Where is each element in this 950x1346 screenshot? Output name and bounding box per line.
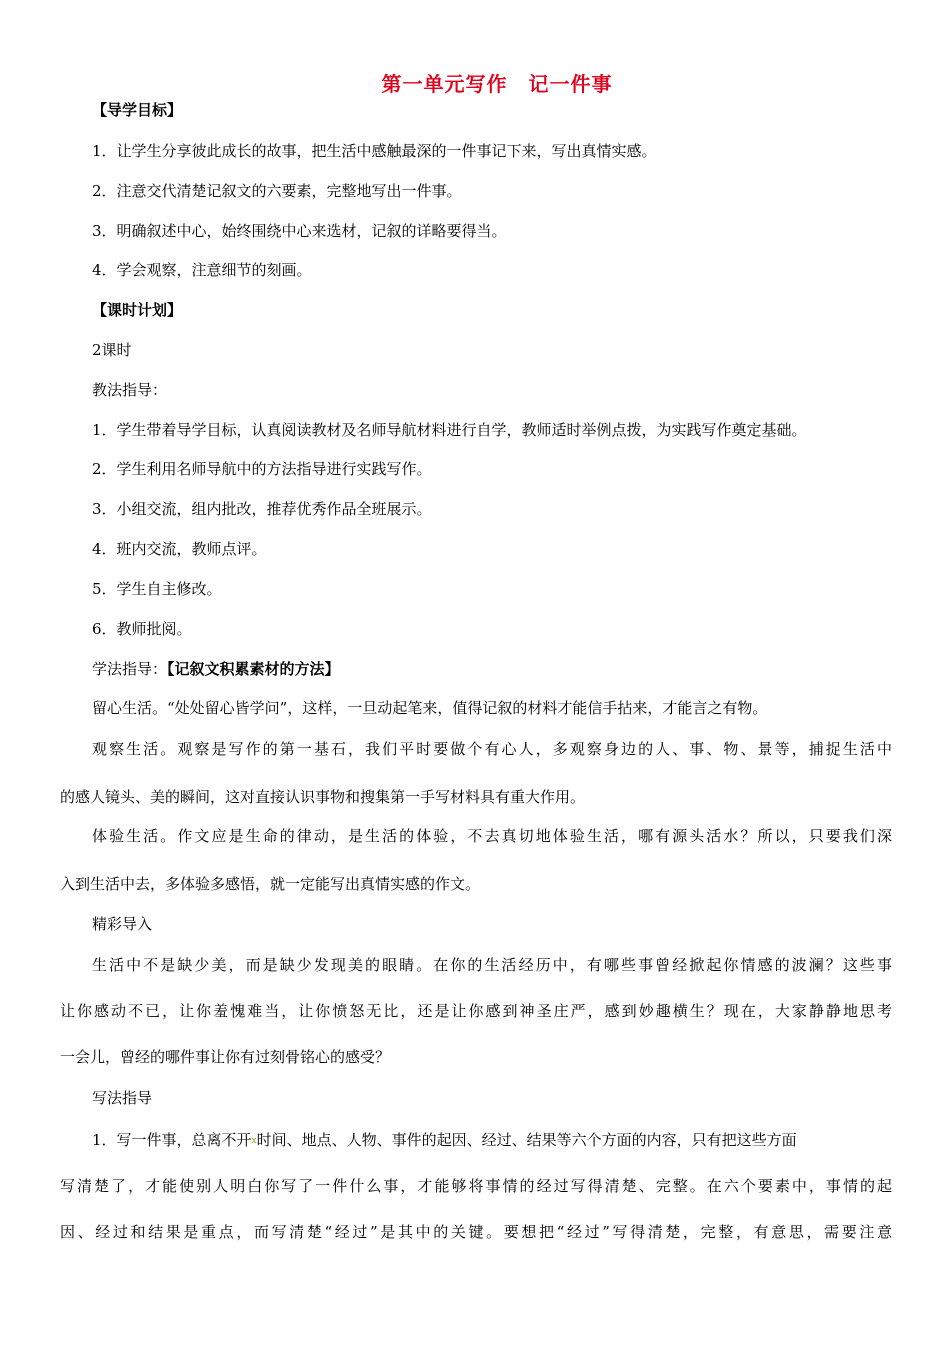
writing-line-2: 写清楚了，才能使别人明白你写了一件什么事，才能够将事情的经过写得清楚、完整。在六个要素中，事情的起 xyxy=(60,1177,892,1195)
goal-item-4: 4．学会观察，注意细节的刻画。 xyxy=(92,261,312,279)
goal-item-2: 2．注意交代清楚记叙文的六要素，完整地写出一件事。 xyxy=(92,182,462,200)
goal-item-3: 3．明确叙述中心，始终围绕中心来选材，记叙的详略要得当。 xyxy=(92,222,507,240)
study-paragraph-2-line-1: 观察生活。观察是写作的第一基石，我们平时要做个有心人，多观察身边的人、事、物、景等，捕捉生活中 xyxy=(92,740,892,758)
method-item-3: 3．小组交流，组内批改，推荐优秀作品全班展示。 xyxy=(92,500,432,518)
study-heading-prefix: 学法指导： xyxy=(92,660,168,678)
study-paragraph-2-line-2: 的感人镜头、美的瞬间，这对直接认识事物和搜集第一手写材料具有重大作用。 xyxy=(60,788,586,806)
intro-line-3: 一会儿，曾经的哪件事让你有过刻骨铭心的感受？ xyxy=(60,1048,391,1066)
method-item-5: 5．学生自主修改。 xyxy=(92,580,222,598)
study-paragraph-3-line-2: 入到生活中去，多体验多感悟，就一定能写出真情实感的作文。 xyxy=(60,875,481,893)
plan-hours: 2课时 xyxy=(92,341,132,359)
intro-line-2: 让你感动不已，让你羞愧难当，让你愤怒无比，还是让你感到神圣庄严，感到妙趣横生？现在，大家静静地思考 xyxy=(60,1002,892,1020)
intro-line-1: 生活中不是缺少美，而是缺少发现美的眼睛。在你的生活经历中，有哪些事曾经掀起你情感的波澜？这些事 xyxy=(92,956,892,974)
plan-heading: 【课时计划】 xyxy=(92,301,183,319)
stray-mark: x xyxy=(251,1136,257,1146)
writing-line-1-part-b: 时间、地点、人物、事件的起因、经过、结果等六个方面的内容，只有把这些方面 xyxy=(256,1131,797,1149)
study-heading-bold: 【记叙文积累素材的方法】 xyxy=(167,660,340,678)
writing-line-3: 因、经过和结果是重点，而写清楚“经过”是其中的关键。要想把“经过”写得清楚，完整，有意思，需要注意 xyxy=(60,1223,892,1241)
method-item-2: 2．学生利用名师导航中的方法指导进行实践写作。 xyxy=(92,460,432,478)
method-item-1: 1．学生带着导学目标，认真阅读教材及名师导航材料进行自学，教师适时举例点拨，为实践写作奠定基础。 xyxy=(92,421,807,439)
method-item-4: 4．班内交流，教师点评。 xyxy=(92,540,267,558)
goal-item-1: 1．让学生分享彼此成长的故事，把生活中感触最深的一件事记下来，写出真情实感。 xyxy=(92,142,657,160)
page-title: 第一单元写作 记一件事 xyxy=(381,72,613,96)
study-paragraph-1: 留心生活。“处处留心皆学问”，这样，一旦动起笔来，值得记叙的材料才能信手拈来，才能言之有物。 xyxy=(92,699,768,717)
goals-heading: 【导学目标】 xyxy=(92,101,183,119)
study-heading xyxy=(92,659,340,679)
intro-heading: 精彩导入 xyxy=(92,915,153,933)
study-paragraph-3-line-1: 体验生活。作文应是生命的律动，是生活的体验，不去真切地体验生活，哪有源头活水？所以，只要我们深 xyxy=(92,827,892,845)
method-heading: 教法指导： xyxy=(92,381,168,399)
writing-heading: 写法指导 xyxy=(92,1089,153,1107)
writing-line-1-part-a: 1．写一件事，总离不开 xyxy=(92,1131,252,1149)
writing-line-1 xyxy=(92,1130,892,1151)
method-item-6: 6．教师批阅。 xyxy=(92,620,192,638)
